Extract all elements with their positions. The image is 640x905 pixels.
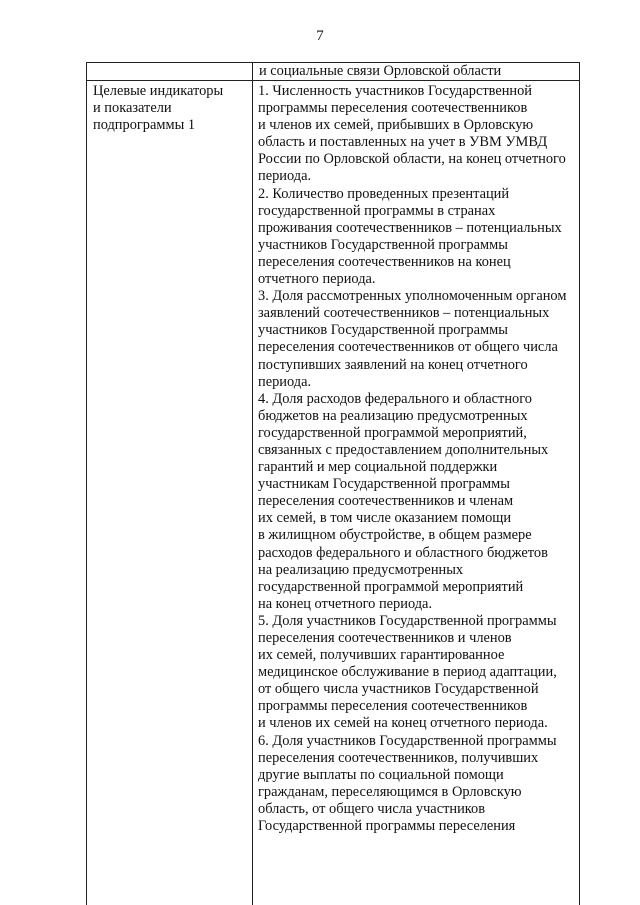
indicator-line: переселения соотечественников и членов	[258, 630, 512, 646]
indicator-line: от общего числа участников Государственной	[258, 681, 539, 698]
indicator-line: бюджетов на реализацию предусмотренных	[258, 407, 528, 424]
indicator-line: переселения соотечественников и членам	[258, 493, 514, 510]
indicator-line: связанных с предоставлением дополнительных	[258, 441, 549, 458]
indicator-line: государственной программой мероприятий,	[258, 424, 527, 441]
indicator-line: другие выплаты по социальной помощи	[258, 766, 504, 783]
indicators-cell	[258, 83, 576, 835]
indicator-line: 4. Доля расходов федерального и областного	[258, 390, 532, 407]
indicator-line: переселения соотечественников на конец	[258, 253, 511, 270]
indicator-line: область и поставленных на учет в УВМ УМВД	[258, 134, 548, 151]
indicator-line: 6. Доля участников Государственной программы	[258, 732, 557, 749]
indicator-line: переселения соотечественников, получивших	[258, 749, 539, 766]
indicator-line: периода.	[258, 168, 312, 185]
indicator-line: России по Орловской области, на конец отчетного	[258, 151, 566, 168]
indicator-line: участникам Государственной программы	[258, 476, 510, 493]
indicator-line: Государственной программы переселения	[258, 818, 516, 835]
row-label-line: и показатели	[93, 100, 172, 117]
indicator-line: программы переселения соотечественников	[258, 698, 528, 715]
indicator-item	[258, 613, 576, 733]
indicator-line: 2. Количество проведенных презентаций	[258, 185, 510, 202]
indicator-line: участников Государственной программы	[258, 236, 508, 253]
continuation-row	[87, 62, 579, 81]
indicator-line: проживания соотечественников – потенциальных	[258, 219, 562, 236]
indicator-line: их семей, получивших гарантированное	[258, 647, 505, 664]
row-label-line: подпрограммы 1	[93, 117, 196, 134]
indicator-line: государственной программы в странах	[258, 202, 496, 219]
indicator-line: и членов их семей на конец отчетного периода.	[258, 715, 548, 732]
indicator-line: их семей, в том числе оказанием помощи	[258, 510, 512, 527]
indicator-line: на конец отчетного периода.	[258, 595, 433, 612]
indicator-line: и членов их семей, прибывших в Орловскую	[258, 117, 534, 134]
indicator-item	[258, 288, 576, 391]
indicator-line: переселения соотечественников от общего числа	[258, 339, 558, 356]
document-table	[86, 62, 580, 905]
row-label-cell	[93, 83, 249, 134]
indicator-line: на реализацию предусмотренных	[258, 561, 464, 578]
indicator-line: область, от общего числа участников	[258, 800, 486, 817]
indicator-item	[258, 391, 576, 613]
indicator-line: программы переселения соотечественников	[258, 100, 528, 117]
indicator-line: поступивших заявлений на конец отчетного	[258, 356, 528, 373]
indicator-line: заявлений соотечественников – потенциальных	[258, 305, 550, 322]
indicator-line: 5. Доля участников Государственной программы	[258, 612, 557, 629]
indicator-item	[258, 83, 576, 186]
row-label-line: Целевые индикаторы	[93, 83, 224, 99]
indicator-line: 3. Доля рассмотренных уполномоченным органом	[258, 288, 567, 305]
indicator-line: периода.	[258, 373, 312, 390]
indicator-line: отчетного периода.	[258, 271, 376, 288]
indicator-item	[258, 186, 576, 289]
indicator-line: в жилищном обустройстве, в общем размере	[258, 527, 532, 544]
indicator-item	[258, 733, 576, 836]
indicator-line: 1. Численность участников Государственной	[258, 83, 533, 99]
indicator-line: гарантий и мер социальной поддержки	[258, 459, 498, 476]
indicator-line: участников Государственной программы	[258, 322, 508, 339]
indicator-line: медицинское обслуживание в период адаптации,	[258, 664, 557, 681]
indicator-line: гражданам, переселяющимся в Орловскую	[258, 783, 522, 800]
indicator-line: государственной программой мероприятий	[258, 578, 524, 595]
continuation-text: и социальные связи Орловской области	[259, 63, 502, 79]
column-divider	[252, 62, 253, 905]
page-number: 7	[316, 28, 324, 44]
indicator-line: расходов федерального и областного бюджетов	[258, 544, 548, 561]
